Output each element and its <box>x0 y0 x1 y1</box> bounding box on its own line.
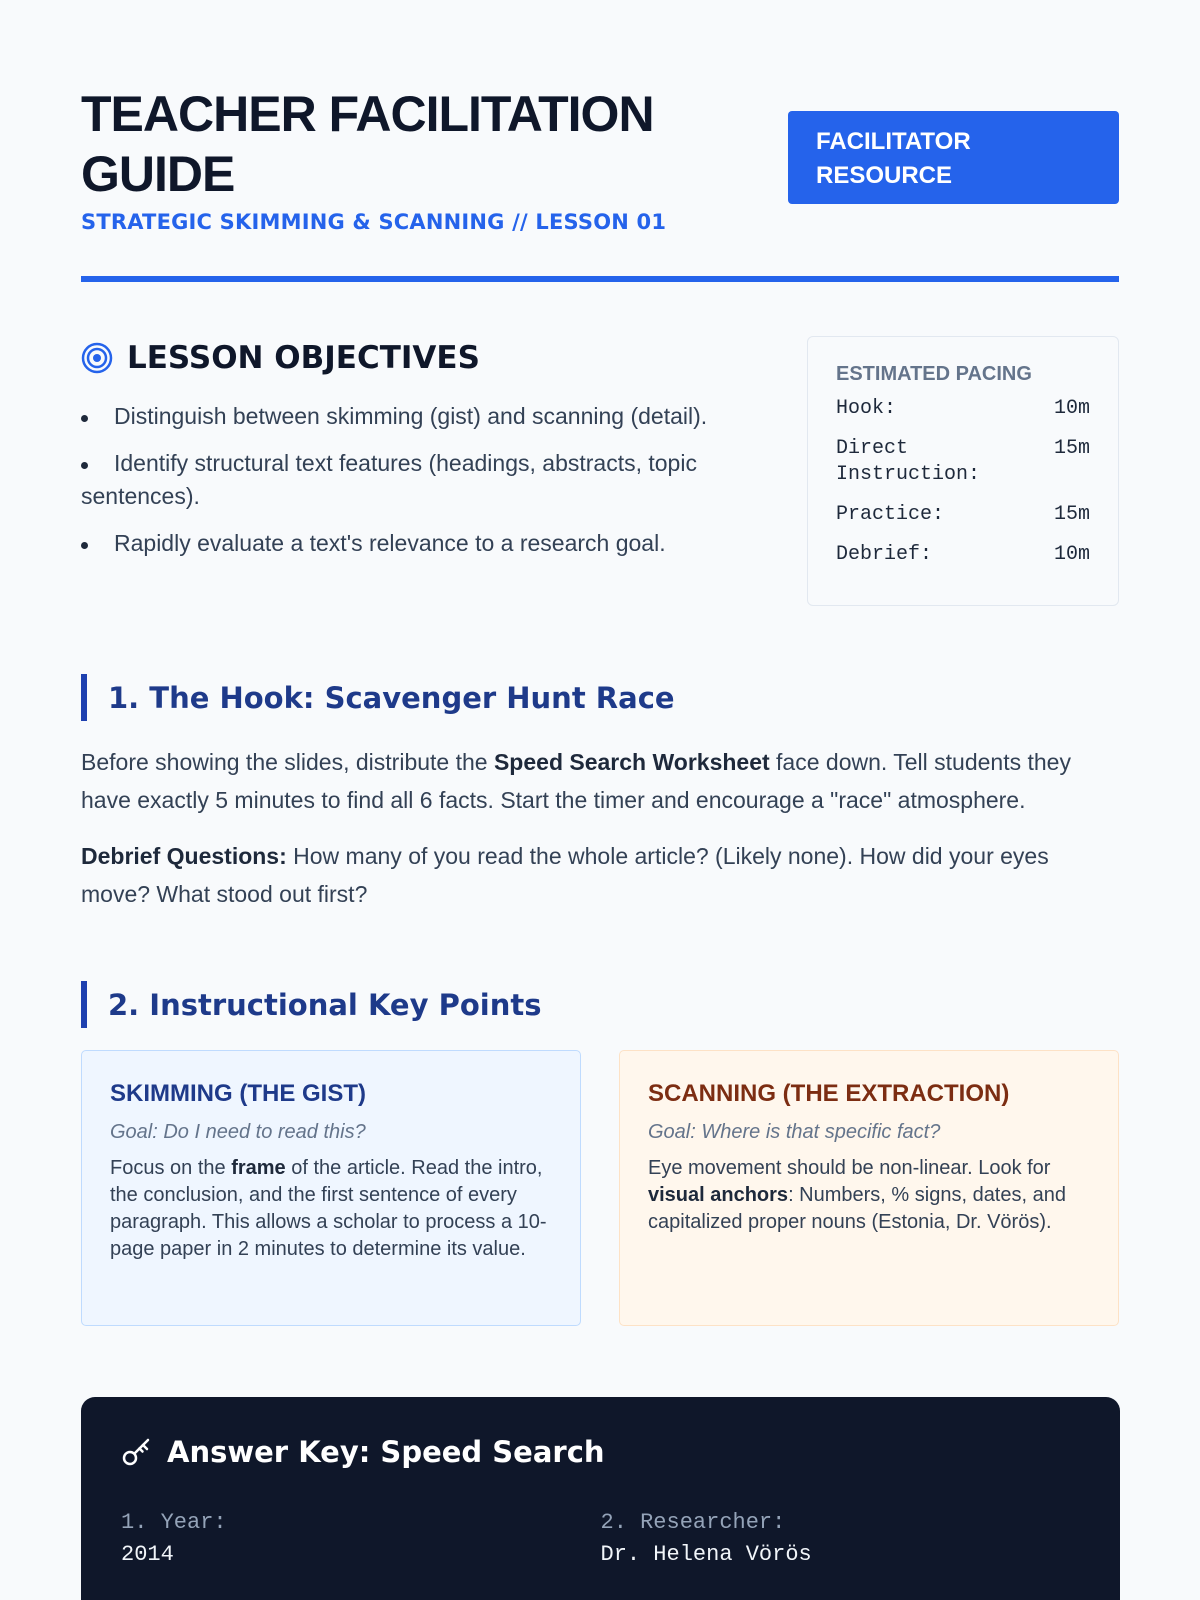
objective-item: Rapidly evaluate a text's relevance to a research goal. <box>81 527 771 560</box>
answer-value: 2014 <box>121 1542 174 1567</box>
answer-key-heading: Answer Key: Speed Search <box>167 1435 605 1469</box>
objectives-list <box>81 400 771 560</box>
answer-value: Dr. Helena Vörös <box>600 1542 812 1567</box>
hook-text: Before showing the slides, distribute the <box>81 749 494 775</box>
worksheet-name: Speed Search Worksheet <box>493 749 770 775</box>
key-points-section-title <box>81 981 1119 1028</box>
pacing-row <box>836 502 1090 528</box>
skimming-text: of the article. Read the intro, the conclusion, and the first sentence of every paragraph. This allows a scholar to process a 10-page paper in 2 minutes to determine its value. <box>110 1157 547 1260</box>
debrief-text: How many of you read the whole article? (Likely none). How did your eyes move? What stood out first? <box>81 843 1049 907</box>
hook-paragraph <box>81 743 1119 819</box>
skimming-body <box>110 1155 552 1263</box>
hook-text: face down. Tell students they have exactly 5 minutes to find all 6 facts. Start the timer and encourage a "race" atmosphere. <box>81 749 1071 813</box>
pacing-label: Hook: <box>836 397 897 420</box>
skimming-goal: Goal: Do I need to read this? <box>110 1121 366 1143</box>
page-title: TEACHER FACILITATION GUIDE <box>81 86 654 202</box>
pacing-label: Debrief: <box>836 543 933 566</box>
key-icon <box>121 1436 153 1468</box>
skimming-emphasis: frame <box>231 1157 286 1179</box>
answer-key-header <box>121 1435 1080 1469</box>
scanning-text: : Numbers, % signs, dates, and capitalized proper nouns (Estonia, Dr. Vörös). <box>648 1184 1066 1233</box>
scanning-goal: Goal: Where is that specific fact? <box>648 1121 941 1143</box>
header-divider <box>81 276 1119 282</box>
debrief-label: Debrief Questions: <box>81 843 287 869</box>
pacing-title: ESTIMATED PACING <box>836 363 1032 385</box>
pacing-value: 10m <box>1053 397 1090 420</box>
hook-section-title <box>81 674 1119 721</box>
objectives-header <box>81 336 771 380</box>
objectives-section <box>81 336 1119 606</box>
answer-grid <box>121 1507 1080 1571</box>
debrief-paragraph <box>81 837 1119 913</box>
facilitator-badge: FACILITATOR RESOURCE <box>788 111 1119 204</box>
hook-heading: 1. The Hook: Scavenger Hunt Race <box>108 680 675 715</box>
pacing-label: Practice: <box>836 503 945 526</box>
pacing-box <box>807 336 1119 606</box>
answer-key-panel <box>81 1397 1120 1600</box>
page-header <box>81 0 1119 234</box>
pacing-value: 10m <box>1053 543 1090 566</box>
key-points-cards <box>81 1050 1119 1326</box>
pacing-row <box>836 542 1090 568</box>
objectives-heading: LESSON OBJECTIVES <box>127 340 480 376</box>
scanning-card <box>619 1050 1119 1326</box>
skimming-card <box>81 1050 581 1326</box>
key-points-heading: 2. Instructional Key Points <box>108 987 542 1022</box>
pacing-value: 15m <box>1053 437 1090 460</box>
scanning-body <box>648 1155 1090 1236</box>
objective-item: Distinguish between skimming (gist) and scanning (detail). <box>81 400 771 433</box>
objective-item: Identify structural text features (headings, abstracts, topic sentences). <box>81 447 771 513</box>
pacing-label: Direct Instruction: <box>836 437 981 486</box>
scanning-emphasis: visual anchors <box>648 1184 789 1206</box>
objectives-column <box>81 336 771 606</box>
answer-item <box>601 1507 1081 1571</box>
answer-label: 1. Year: <box>121 1510 227 1535</box>
skimming-text: Focus on the <box>110 1157 232 1179</box>
page-subtitle: STRATEGIC SKIMMING & SCANNING // LESSON 01 <box>81 210 667 234</box>
target-icon <box>81 342 113 374</box>
answer-item <box>121 1507 601 1571</box>
skimming-title: SKIMMING (THE GIST) <box>110 1080 366 1107</box>
scanning-title: SCANNING (THE EXTRACTION) <box>648 1080 1010 1107</box>
scanning-text: Eye movement should be non-linear. Look for <box>648 1157 1051 1179</box>
answer-label: 2. Researcher: <box>600 1510 786 1535</box>
title-block <box>81 84 721 234</box>
pacing-value: 15m <box>1053 503 1090 526</box>
pacing-row <box>836 396 1090 422</box>
pacing-row <box>836 436 1090 488</box>
